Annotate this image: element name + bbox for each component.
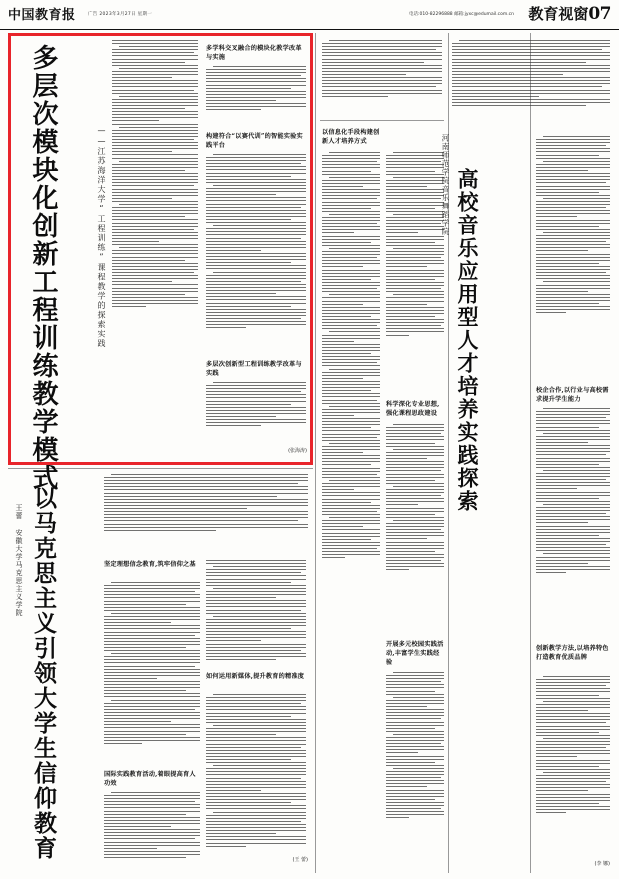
center-col-top xyxy=(322,40,442,114)
page-number: 07 xyxy=(588,4,611,24)
article-3-body-col2 xyxy=(536,408,610,628)
article-3-lead xyxy=(452,40,610,124)
byline-2: (王 蕾) xyxy=(292,857,308,863)
column-divider xyxy=(530,33,531,873)
subhead-12: 校企合作,以行业与高校需求提升学生能力 xyxy=(536,387,609,403)
article-1-headline: 多层次模块化创新工程训练教学模式 xyxy=(28,44,58,492)
article-3-body-col1 xyxy=(536,136,610,372)
byline-1: (张海涛) xyxy=(288,448,307,454)
article-2-body-col1b xyxy=(104,792,200,868)
article-1-body-col2b xyxy=(206,154,306,354)
article-2-body-col1 xyxy=(104,582,200,762)
center-col-right-a xyxy=(386,152,444,392)
newspaper-logo: 中国教育报 xyxy=(8,8,76,23)
section-name: 教育视窗 xyxy=(528,5,589,23)
section-divider xyxy=(320,120,444,121)
byline-3: (李 娜) xyxy=(594,861,610,867)
subhead-5: 以信息化手段构建创新人才培养方式 xyxy=(322,129,380,145)
subhead-10: 国际实践教育活动,着眼提高育人功效 xyxy=(104,771,196,787)
subhead-3: 多层次创新型工程训练教学改革与实践 xyxy=(206,361,302,377)
article-2-subhead: 王蕾 安徽大学马克思主义学院 xyxy=(15,504,23,617)
masthead-date: 广告 2023年3月27日 星期一 xyxy=(88,12,153,17)
article-2-headline: 以马克思主义引领大学生信仰教育 xyxy=(30,486,57,861)
masthead xyxy=(0,0,619,30)
subhead-6: 科学深化专业思想,强化课程思政建设 xyxy=(386,401,440,417)
subhead-11: 开展多元校园实践活动,丰富学生实践经验 xyxy=(386,641,444,666)
article-3-subhead: 河南师范学院音乐舞蹈学院 xyxy=(441,134,450,236)
article-2-body-col2 xyxy=(206,560,306,664)
article-1-body-col1 xyxy=(112,40,198,438)
subhead-7: 坚定理想信念教育,筑牢信仰之基 xyxy=(104,561,196,568)
article-2-body-col2b xyxy=(206,694,306,868)
section-title xyxy=(528,3,611,24)
center-col-right-c xyxy=(386,672,444,860)
article-1-body-col2a xyxy=(206,66,306,124)
article-1-subhead: ——江苏海洋大学“工程训练”课程教学的探索实践 xyxy=(97,126,106,349)
article-3-body-col3 xyxy=(536,676,610,852)
article-2-lead xyxy=(104,474,308,552)
article-3-headline: 高校音乐应用型人才培养实践探索 xyxy=(455,168,480,513)
column-divider xyxy=(315,33,316,873)
masthead-contact: 电话:010-82296888 邮箱:jyxc@edumail.com.cn xyxy=(409,12,514,17)
article-1-body-col2c xyxy=(206,382,306,442)
center-col-right-b xyxy=(386,424,444,624)
center-col-left xyxy=(322,152,380,852)
subhead-13: 创新教学方法,以培养特色打造教育优质品牌 xyxy=(536,645,609,661)
subhead-2: 构建符合“以赛代训”的智能实验实践平台 xyxy=(206,133,303,149)
subhead-1: 多学科交叉融合的模块化教学改革与实施 xyxy=(206,45,302,61)
subhead-9: 如何运用新媒体,提升教育的精准度 xyxy=(206,673,305,680)
